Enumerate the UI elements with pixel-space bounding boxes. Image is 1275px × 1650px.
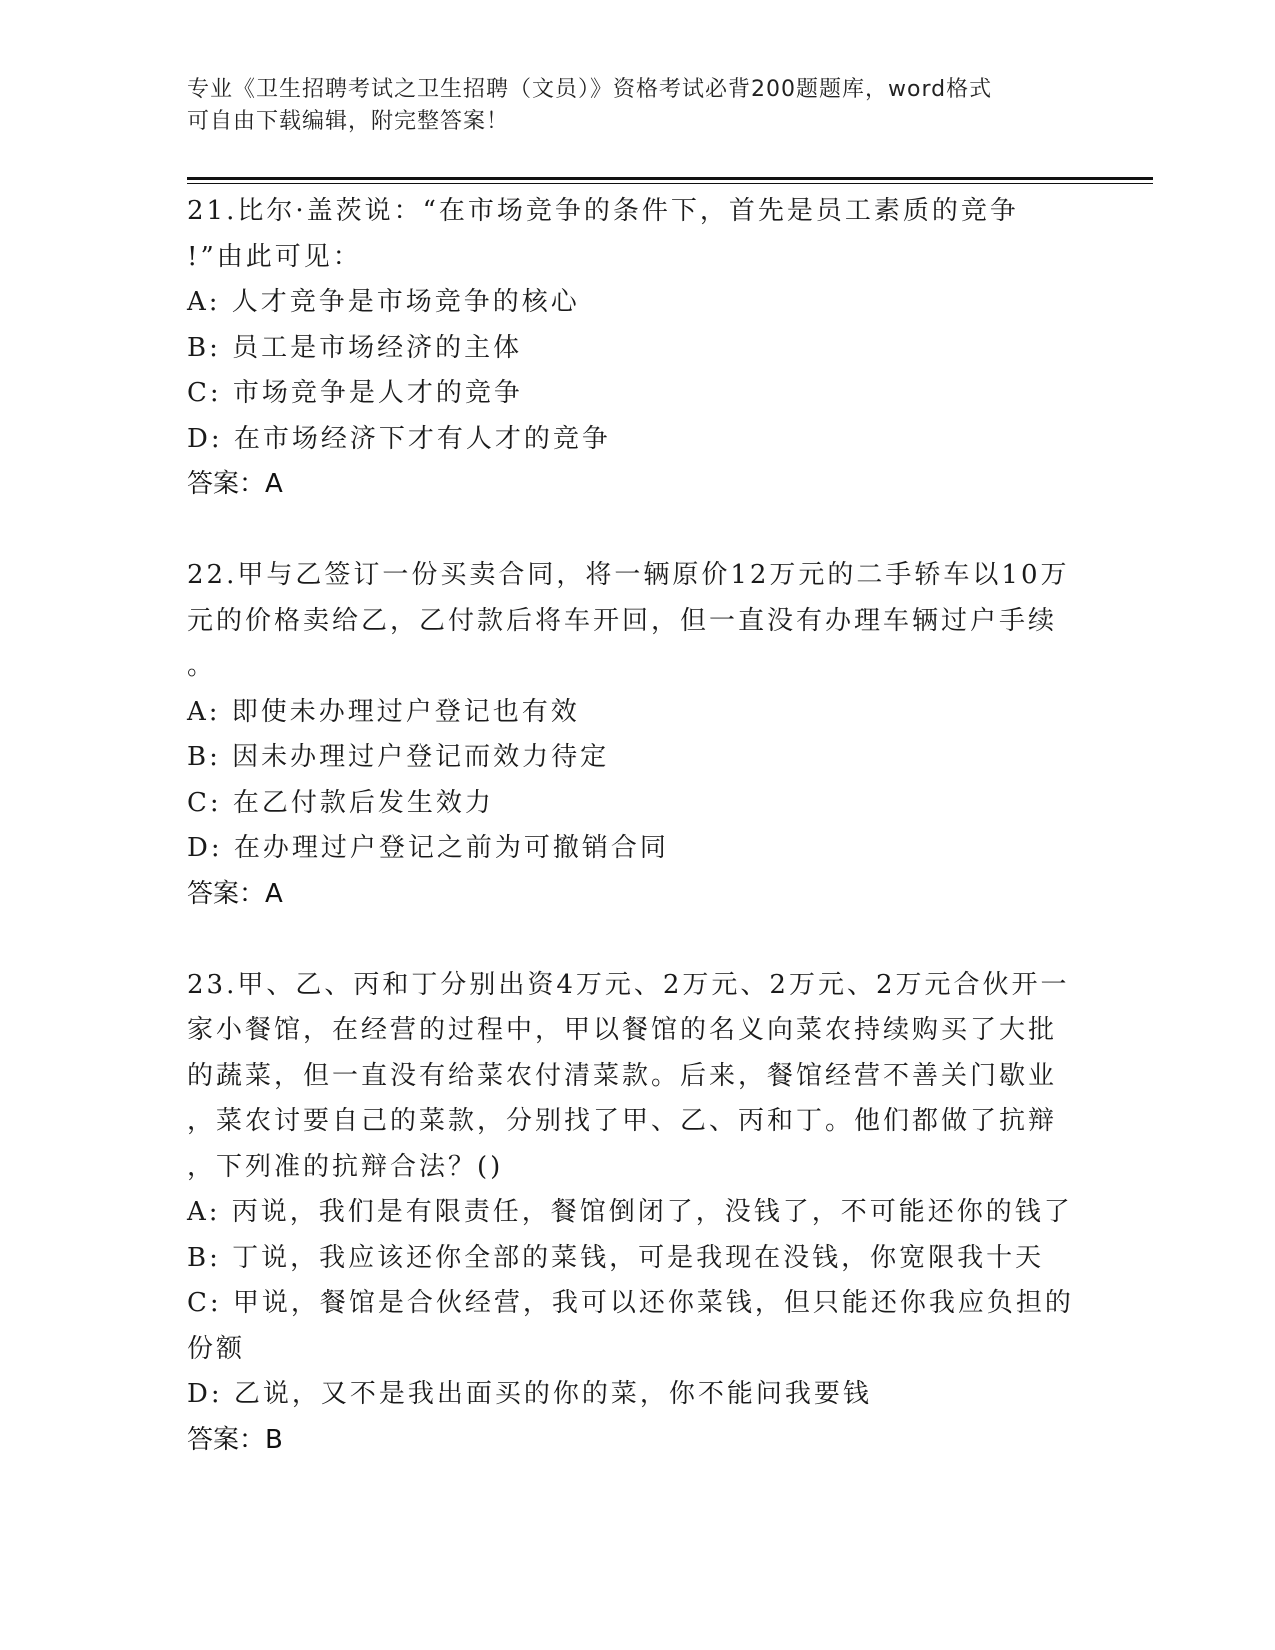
- option-b: B: 员工是市场经济的主体: [187, 332, 523, 363]
- option-a: A: 即使未办理过户登记也有效: [187, 696, 580, 727]
- option-d: D: 乙说，又不是我出面买的你的菜，你不能问我要钱: [187, 1379, 872, 1409]
- question-spacer: [187, 508, 1087, 554]
- question-spacer: [187, 917, 1087, 963]
- answer-label: 答案：: [187, 1424, 266, 1455]
- question-text-line: 家小餐馆，在经营的过程中，甲以餐馆的名义向菜农持续购买了大批: [187, 1015, 1058, 1045]
- question-text-line: 23.甲、乙、丙和丁分别出资4万元、2万元、2万元、2万元合伙开一: [187, 969, 1070, 1000]
- option-c: C: 在乙付款后发生效力: [187, 787, 494, 818]
- question-text-line: 21.比尔·盖茨说：“在市场竞争的条件下，首先是员工素质的竞争: [187, 196, 1019, 226]
- option-c: C: 甲说，餐馆是合伙经营，我可以还你菜钱，但只能还你我应负担的: [187, 1288, 1074, 1318]
- answer-value: A: [265, 469, 283, 499]
- answer-line: [187, 872, 1087, 918]
- question-21: [187, 189, 1087, 508]
- option-d: D: 在办理过户登记之前为可撤销合同: [187, 833, 669, 863]
- option-c-continued: 份额: [187, 1333, 246, 1364]
- question-text: [187, 189, 1087, 280]
- option-a: A: 人才竞争是市场竞争的核心: [187, 287, 580, 317]
- questions-list: [187, 189, 1087, 1463]
- header-title-line-2: 可自由下载编辑，附完整答案！: [187, 109, 510, 134]
- option-a: A: 丙说，我们是有限责任，餐馆倒闭了，没钱了，不可能还你的钱了: [187, 1197, 1073, 1227]
- option-c: C: 市场竞争是人才的竞争: [187, 378, 523, 408]
- option-d: D: 在市场经济下才有人才的竞争: [187, 423, 611, 454]
- question-22: [187, 553, 1087, 917]
- question-text-line: 。: [187, 651, 217, 681]
- answer-value: B: [265, 1424, 283, 1455]
- answer-line: [187, 1418, 1087, 1464]
- question-text-line: ，下列准的抗辩合法？(): [187, 1151, 504, 1182]
- question-text-line: !”由此可见：: [187, 241, 362, 272]
- header-divider-thick: [187, 177, 1153, 180]
- header-divider-thin: [187, 183, 1153, 184]
- question-text: [187, 553, 1087, 690]
- option-b: B: 丁说，我应该还你全部的菜钱，可是我现在没钱，你宽限我十天: [187, 1242, 1045, 1273]
- question-23: [187, 963, 1087, 1464]
- question-text-line: ，菜农讨要自己的菜款，分别找了甲、乙、丙和丁。他们都做了抗辩: [187, 1106, 1058, 1136]
- question-text: [187, 963, 1087, 1191]
- answer-label: 答案：: [187, 469, 266, 499]
- question-text-line: 元的价格卖给乙，乙付款后将车开回，但一直没有办理车辆过户手续: [187, 605, 1058, 636]
- header-title-line-1: 专业《卫生招聘考试之卫生招聘（文员）》资格考试必背200题题库，word格式: [187, 77, 993, 102]
- document-header: [187, 74, 1077, 138]
- question-text-line: 22.甲与乙签订一份买卖合同，将一辆原价12万元的二手轿车以10万: [187, 560, 1070, 590]
- answer-line: [187, 462, 1087, 508]
- question-text-line: 的蔬菜，但一直没有给菜农付清菜款。后来，餐馆经营不善关门歇业: [187, 1060, 1058, 1091]
- answer-label: 答案：: [187, 878, 266, 909]
- answer-value: A: [265, 878, 283, 909]
- option-b: B: 因未办理过户登记而效力待定: [187, 742, 610, 772]
